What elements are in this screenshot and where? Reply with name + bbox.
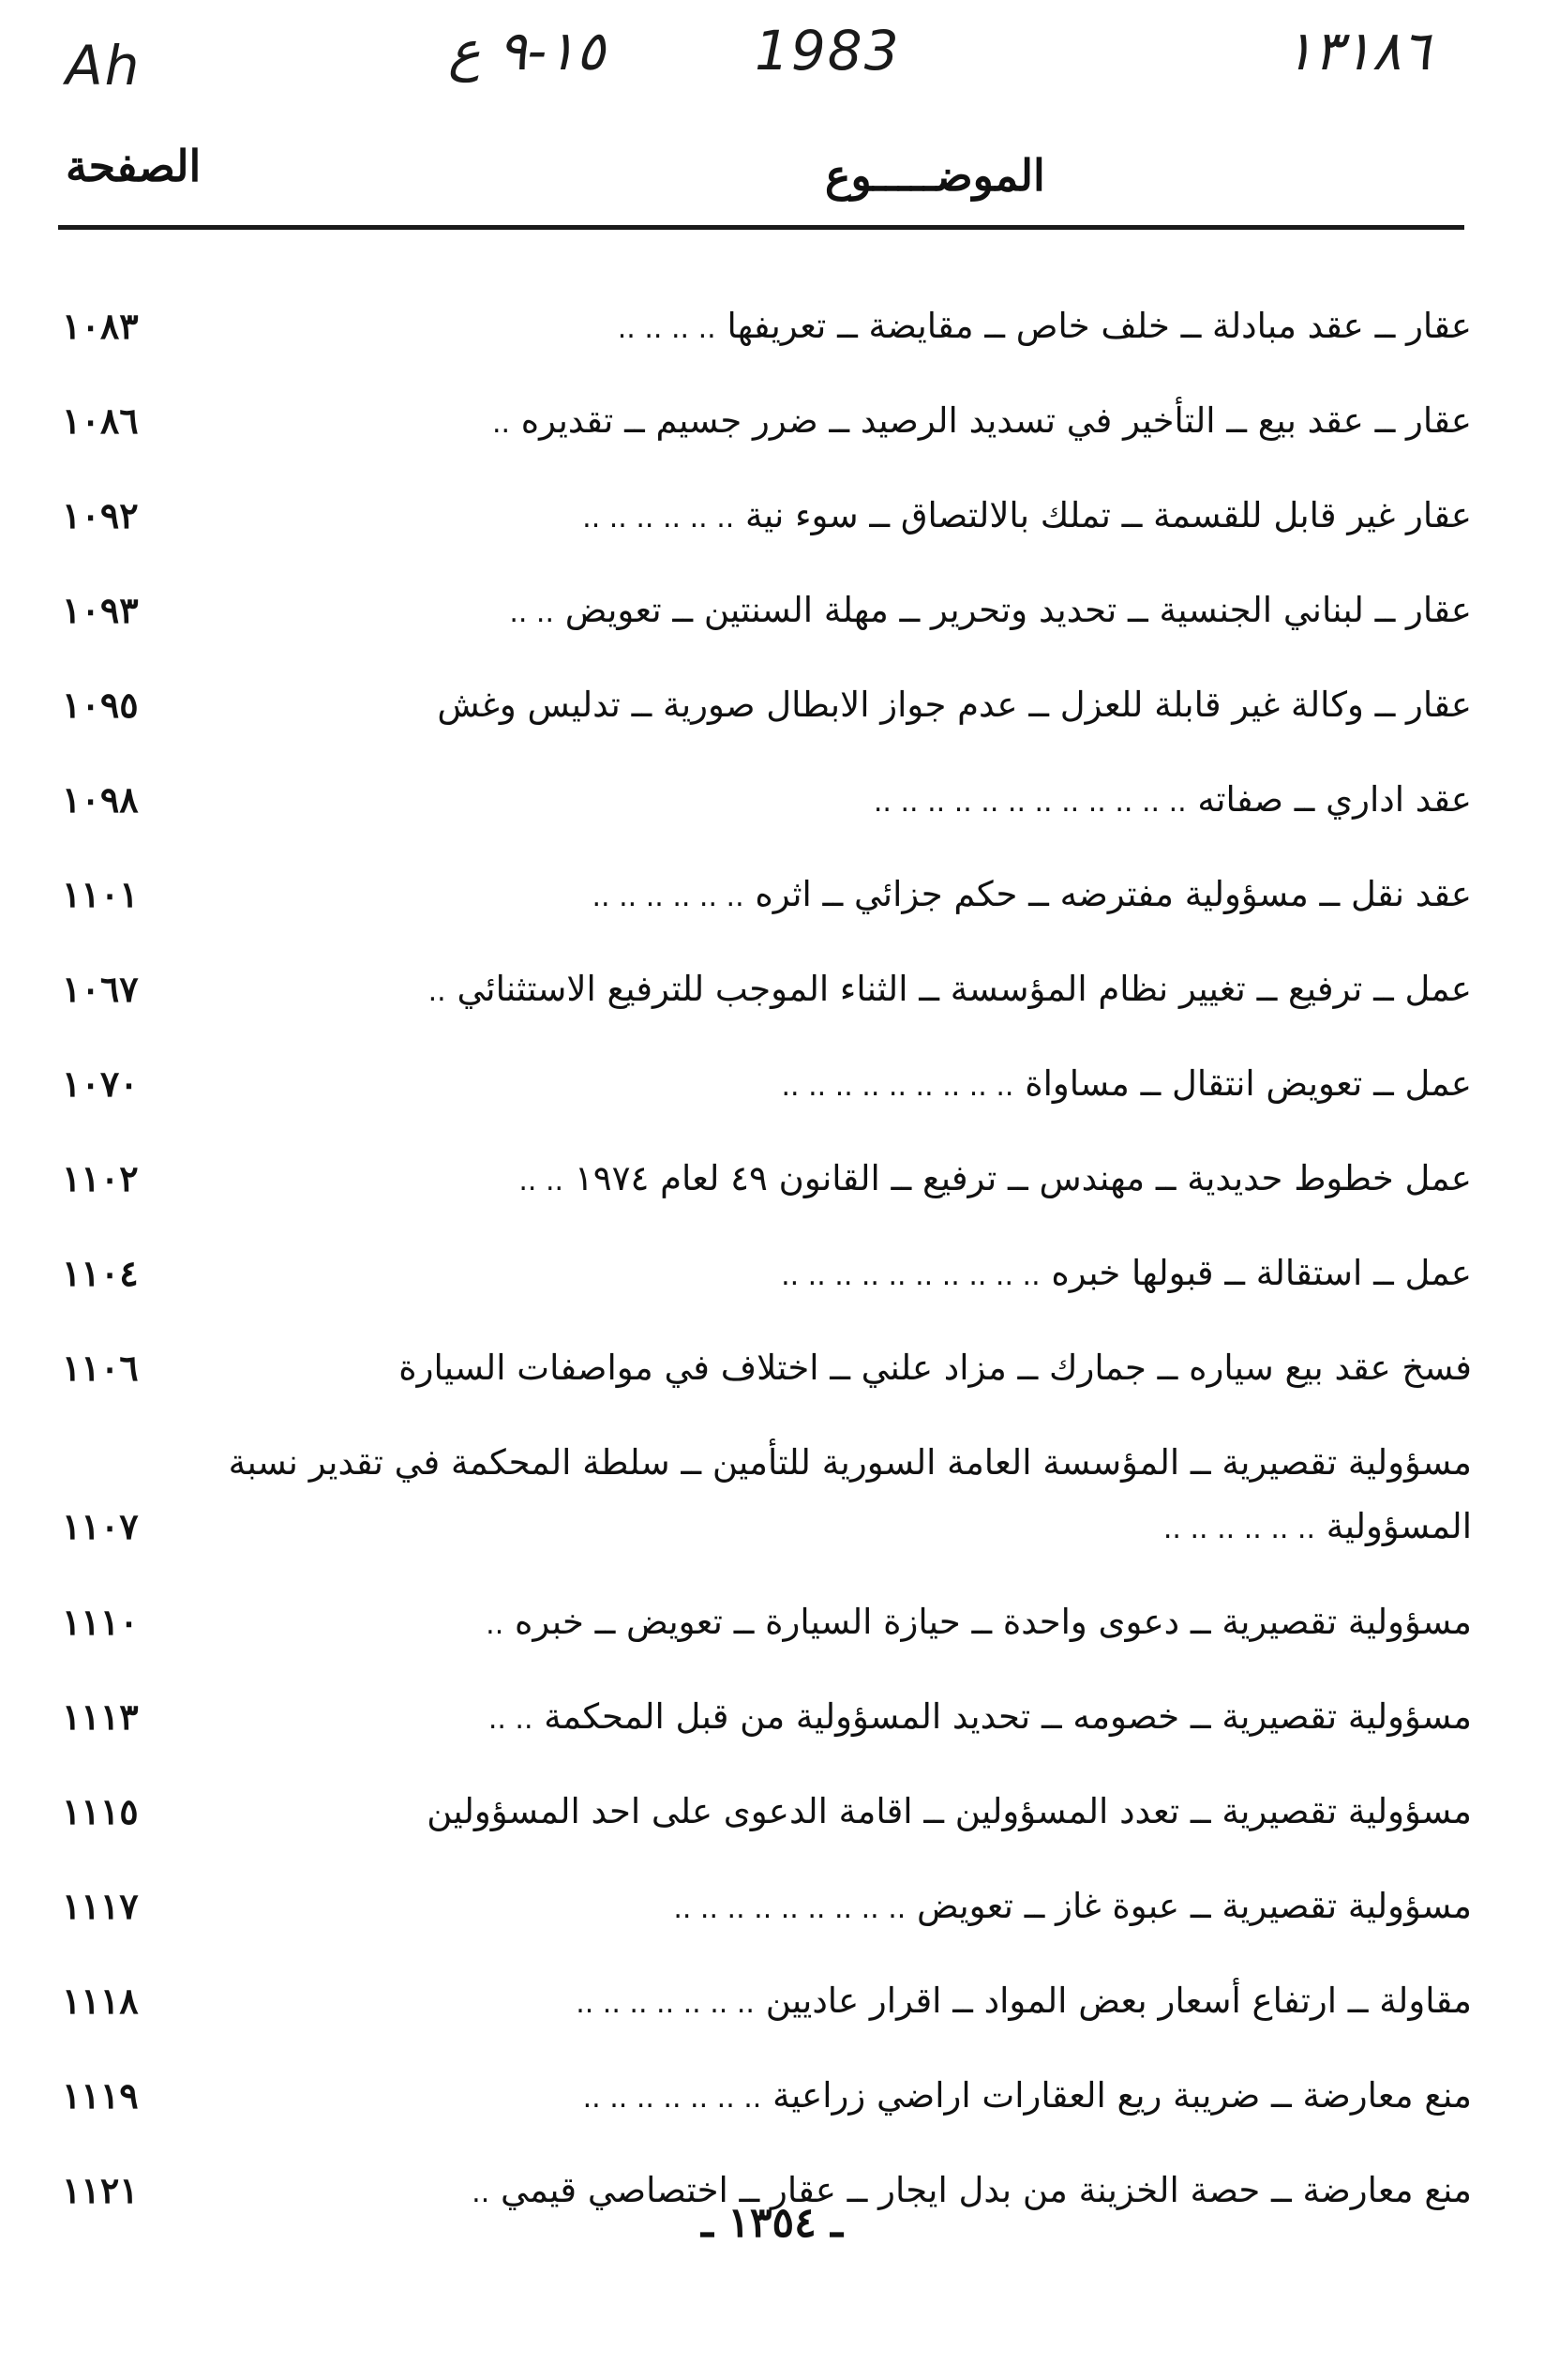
entry-page-number: ١٠٩٨	[62, 778, 139, 821]
index-entry	[58, 2049, 1472, 2144]
entry-subject: عقار ــ لبناني الجنسية ــ تحديد وتحرير ــ مهلة السنتين ــ تعويض	[564, 590, 1472, 630]
index-entry	[58, 1227, 1472, 1321]
leader-dots: ..	[491, 407, 511, 440]
index-entry	[58, 564, 1472, 658]
entry-page-number: ١٠٨٦	[62, 399, 139, 442]
entry-subject: مقاولة ــ ارتفاع أسعار بعض المواد ــ اقرار عاديين	[765, 1981, 1472, 2021]
leader-dots: .. .. .. .. .. ..	[1162, 1513, 1316, 1545]
entry-subject: منع معارضة ــ حصة الخزينة من بدل ايجار ــ عقار ــ اختصاصي قيمي	[501, 2170, 1472, 2210]
entry-subject: عمل خطوط حديدية ــ مهندس ــ ترفيع ــ القانون ٤٩ لعام ١٩٧٤	[574, 1158, 1472, 1198]
index-entry	[58, 1954, 1472, 2049]
leader-dots: .. .. .. .. .. .. .. .. .. .. .. ..	[873, 786, 1187, 819]
entry-page-number: ١١٠١	[62, 873, 139, 915]
entry-page-number: ١١١٣	[62, 1695, 139, 1738]
entry-page-number: ١١٠٢	[62, 1157, 139, 1199]
handwritten-number: ١٣١٨٦	[1284, 19, 1431, 83]
entry-page-number: ١١٠٤	[62, 1252, 139, 1294]
index-entry	[58, 753, 1472, 848]
index-entry	[58, 374, 1472, 469]
index-entry	[58, 1416, 1472, 1575]
handwritten-mark: Ah	[66, 34, 142, 98]
leader-dots: .. .. .. .. .. ..	[582, 502, 735, 535]
entry-page-number: ١٠٩٢	[62, 494, 139, 536]
index-entry	[58, 1765, 1472, 1860]
leader-dots: .. ..	[518, 1165, 564, 1198]
entry-subject: عقد اداري ــ صفاته	[1197, 779, 1472, 820]
entry-page-number: ١١١٠	[62, 1601, 139, 1643]
entry-page-number: ١٠٧٠	[62, 1062, 139, 1105]
leader-dots: .. ..	[509, 596, 554, 629]
entry-subject: عقد نقل ــ مسؤولية مفترضه ــ حكم جزائي ــ اثره	[755, 874, 1472, 914]
leader-dots: .. .. .. .. .. .. .. .. ..	[781, 1070, 1014, 1103]
entry-subject: عمل ــ ترفيع ــ تغيير نظام المؤسسة ــ الثناء الموجب للترفيع الاستثنائي	[457, 969, 1472, 1009]
entry-page-number: ١٠٨٣	[62, 305, 139, 347]
entry-page-number: ١١١٧	[62, 1885, 139, 1927]
leader-dots: .. .. .. .. .. .. ..	[576, 1987, 755, 2020]
entry-page-number: ١١٢١	[62, 2169, 139, 2211]
entry-subject: مسؤولية تقصيرية ــ دعوى واحدة ــ حيازة السيارة ــ تعويض ــ خبره	[515, 1602, 1472, 1642]
entry-subject: مسؤولية تقصيرية ــ عبوة غاز ــ تعويض	[917, 1886, 1472, 1926]
entry-page-number: ١٠٩٣	[62, 589, 139, 631]
entry-subject: عقار ــ عقد بيع ــ التأخير في تسديد الرصيد ــ ضرر جسيم ــ تقديره	[520, 400, 1472, 441]
entry-page-number: ١١١٩	[62, 2074, 139, 2116]
handwritten-date: ١٥-٩ ع	[448, 19, 606, 83]
subject-column-heading: الموضـــــوع	[825, 150, 1045, 201]
index-entry	[58, 1575, 1472, 1670]
entry-page-number: ١١٠٧	[62, 1505, 139, 1547]
leader-dots: .. .. .. .. .. ..	[592, 881, 744, 913]
entry-subject: عقار غير قابل للقسمة ــ تملك بالالتصاق ــ سوء نية	[745, 495, 1472, 535]
entry-page-number: ١١٠٦	[62, 1347, 139, 1389]
leader-dots: ..	[427, 975, 446, 1008]
entry-page-number: ١١١٨	[62, 1980, 139, 2022]
entry-subject: عمل ــ تعويض انتقال ــ مساواة	[1025, 1063, 1472, 1104]
entry-subject: مسؤولية تقصيرية ــ تعدد المسؤولين ــ اقامة الدعوى على احد المسؤولين	[427, 1791, 1472, 1831]
index-entry	[58, 1670, 1472, 1765]
handwritten-year: 1983	[755, 19, 901, 83]
entry-subject: عقار ــ وكالة غير قابلة للعزل ــ عدم جواز الابطال صورية ــ تدليس وغش	[437, 685, 1472, 725]
index-entry	[58, 469, 1472, 564]
index-entry	[58, 942, 1472, 1037]
index-entry	[58, 1321, 1472, 1416]
entry-subject: منع معارضة ــ ضريبة ريع العقارات اراضي زراعية	[772, 2075, 1472, 2116]
entry-page-number: ١١١٥	[62, 1790, 139, 1832]
entry-subject: عمل ــ استقالة ــ قبولها خبره	[1051, 1253, 1472, 1293]
index-entry	[58, 279, 1472, 374]
entry-subject: فسخ عقد بيع سياره ــ جمارك ــ مزاد علني ــ اختلاف في مواصفات السيارة	[398, 1348, 1472, 1388]
index-entry	[58, 848, 1472, 942]
leader-dots: .. .. .. ..	[617, 312, 716, 345]
leader-dots: ..	[486, 1608, 504, 1641]
leader-dots: ..	[472, 2177, 490, 2209]
entry-subject: مسؤولية تقصيرية ــ خصومه ــ تحديد المسؤولية من قبل المحكمة	[544, 1696, 1472, 1737]
entry-subject: مسؤولية تقصيرية ــ المؤسسة العامة السورية للتأمين ــ سلطة المحكمة في تقدير نسبة المسؤولية	[217, 1442, 1472, 1546]
page-number-footer: ـ ١٣٥٤ ـ	[701, 2199, 843, 2247]
leader-dots: .. .. .. .. .. .. .. .. ..	[673, 1892, 907, 1925]
index-entries	[58, 279, 1472, 2238]
index-entry	[58, 1860, 1472, 1954]
entry-page-number: ١٠٦٧	[62, 968, 139, 1010]
index-entry	[58, 1037, 1472, 1132]
index-entry	[58, 1132, 1472, 1227]
header-divider	[58, 225, 1464, 230]
page-column-heading: الصفحة	[66, 141, 202, 191]
index-entry	[58, 658, 1472, 753]
index-header	[56, 131, 1462, 216]
entry-page-number: ١٠٩٥	[62, 684, 139, 726]
leader-dots: .. ..	[487, 1703, 533, 1736]
leader-dots: .. .. .. .. .. .. ..	[582, 2082, 762, 2115]
leader-dots: .. .. .. .. .. .. .. .. .. ..	[781, 1259, 1041, 1292]
entry-subject: عقار ــ عقد مبادلة ــ خلف خاص ــ مقايضة ــ تعريفها	[727, 306, 1472, 346]
